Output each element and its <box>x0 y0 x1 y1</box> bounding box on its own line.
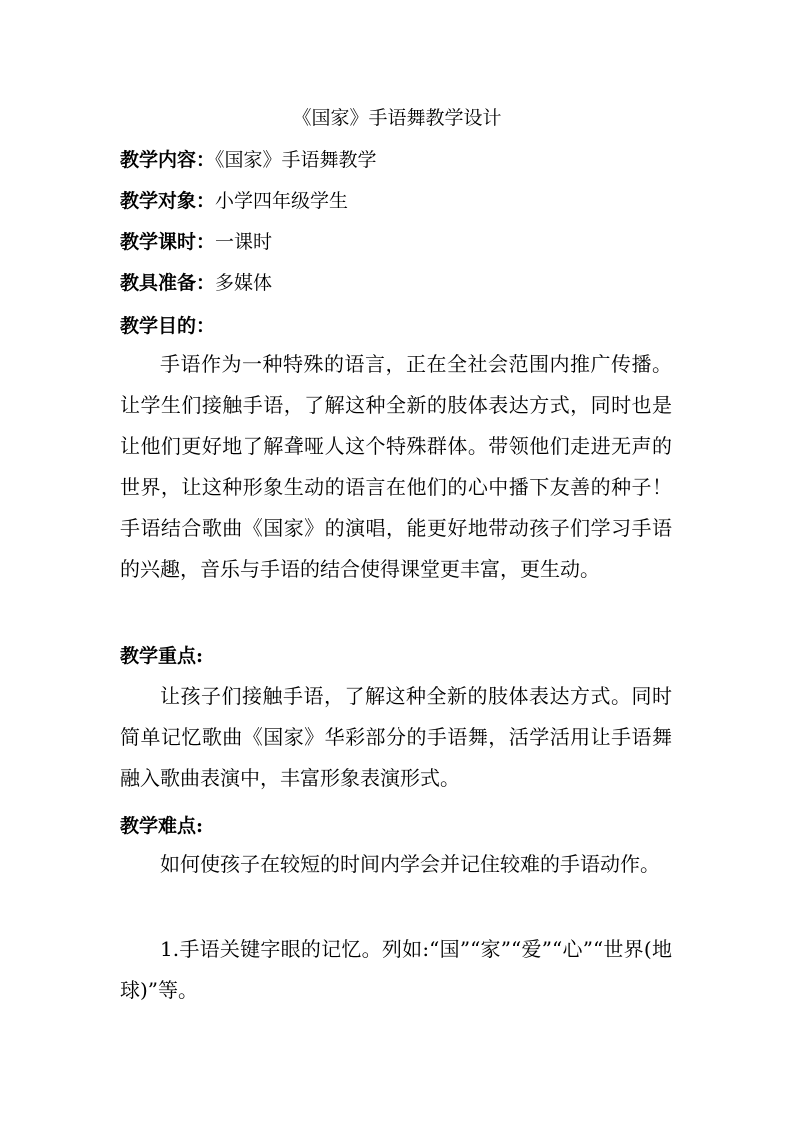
section-heading-objectives: 教学目的： <box>120 315 216 337</box>
difficulties-item-1: 1.手语关键字眼的记忆。列如:“国”“家”“爱”“心”“世界(地球)”等。 <box>120 937 672 1002</box>
field-value: 《国家》手语舞教学 <box>215 149 377 171</box>
field-value: 一课时 <box>215 231 273 253</box>
field-label: 教具准备： <box>120 272 216 294</box>
field-audience <box>120 187 348 215</box>
difficulties-paragraph: 如何使孩子在较短的时间内学会并记住较难的手语动作。 <box>160 852 660 876</box>
field-value: 小学四年级学生 <box>215 190 349 212</box>
field-materials <box>120 269 272 297</box>
key-points-paragraph: 让孩子们接触手语，了解这种全新的肢体表达方式。同时简单记忆歌曲《国家》华彩部分的手语舞，活学活用让手语舞融入歌曲表演中，丰富形象表演形式。 <box>120 684 672 790</box>
section-heading-key-points: 教学重点: <box>120 645 204 667</box>
field-label: 教学课时： <box>120 231 216 253</box>
field-content <box>120 146 377 174</box>
field-label: 教学内容： <box>120 149 216 171</box>
field-value: 多媒体 <box>215 272 273 294</box>
objectives-paragraph: 手语作为一种特殊的语言，正在全社会范围内推广传播。让学生们接触手语，了解这种全新的肢体表达方式，同时也是让他们更好地了解聋哑人这个特殊群体。带领他们走进无声的世界，让这种形象生动的语言在他们的心中播下友善的种子！手语结合歌曲《国家》的演唱，能更好地带动孩子们学习手语的兴趣，音乐与手语的结合使得课堂更丰富，更生动。 <box>120 352 672 581</box>
field-periods <box>120 228 272 256</box>
document-title: 《国家》手语舞教学设计 <box>292 107 502 129</box>
section-heading-difficulties: 教学难点: <box>120 815 204 837</box>
field-label: 教学对象： <box>120 190 216 212</box>
